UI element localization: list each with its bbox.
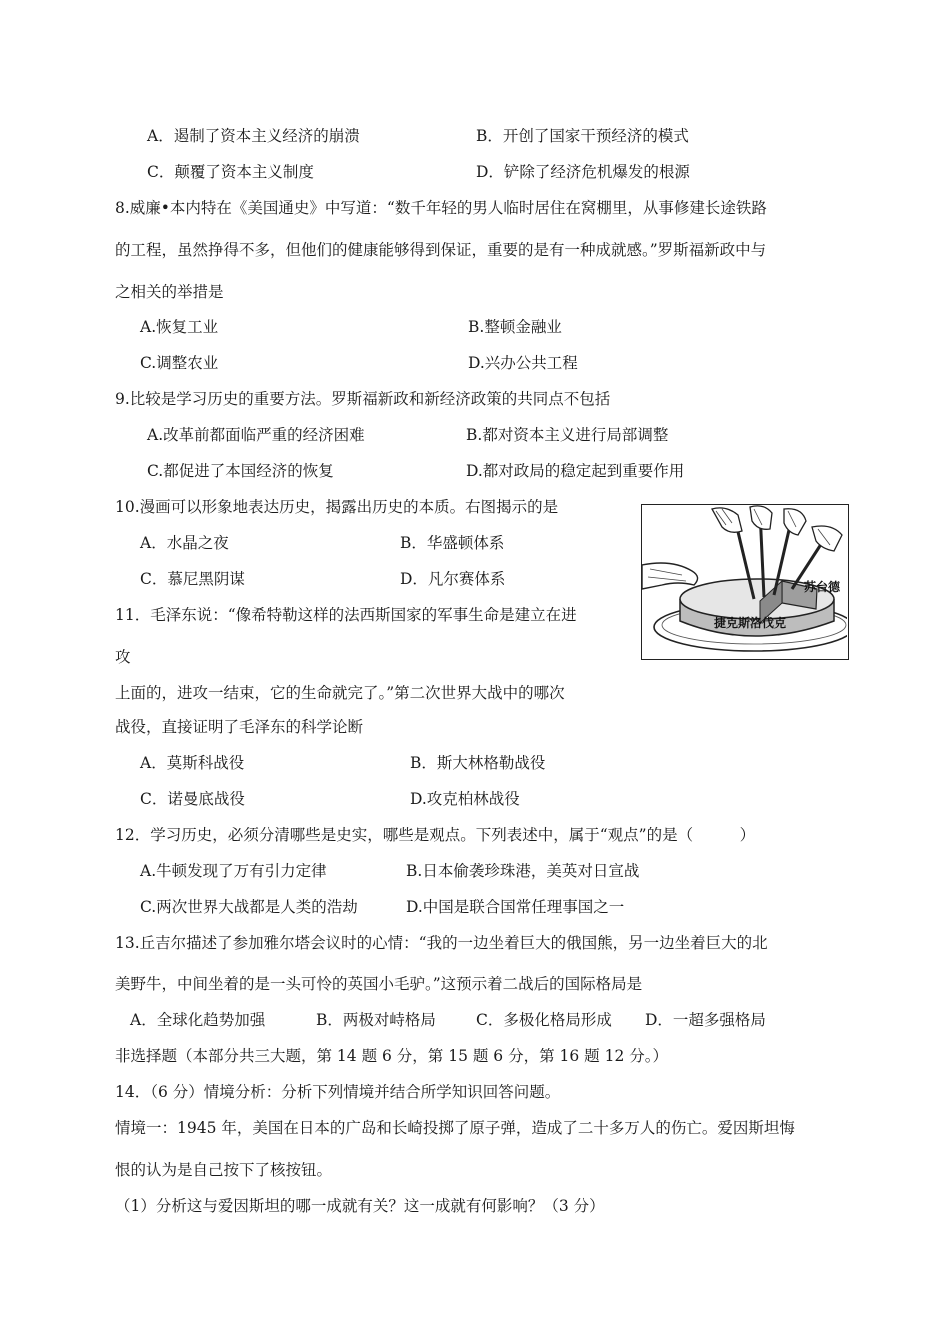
- q11-option-d: D.攻克柏林战役: [410, 790, 520, 808]
- q8-option-c: C.调整农业: [140, 354, 219, 372]
- q14-scenario-line-2: 恨的认为是自己按下了核按钮。: [115, 1161, 333, 1179]
- q12-stem: 12．学习历史，必须分清哪些是史实，哪些是观点。下列表述中，属于“观点”的是（ ）: [115, 826, 756, 844]
- q13-stem-line-1: 13.丘吉尔描述了参加雅尔塔会议时的心情：“我的一边坐着巨大的俄国熊，另一边坐着巨大的北: [115, 934, 768, 952]
- q8-stem-line-3: 之相关的举措是: [115, 283, 224, 301]
- q7-option-a: A．遏制了资本主义经济的崩溃: [147, 127, 360, 145]
- q7-option-c: C．颠覆了资本主义制度: [147, 163, 314, 181]
- q8-option-b: B.整顿金融业: [468, 318, 562, 336]
- q11-stem-line-1: 11．毛泽东说：“像希特勒这样的法西斯国家的军事生命是建立在进: [115, 606, 577, 624]
- q13-option-d: D．一超多强格局: [645, 1011, 766, 1029]
- q9-option-b: B.都对资本主义进行局部调整: [466, 426, 669, 444]
- q12-option-b: B.日本偷袭珍珠港，美英对日宣战: [406, 862, 640, 880]
- q9-stem: 9.比较是学习历史的重要方法。罗斯福新政和新经济政策的共同点不包括: [115, 390, 611, 408]
- q10-stem: 10.漫画可以形象地表达历史，揭露出历史的本质。右图揭示的是: [115, 498, 559, 516]
- section-heading: 非选择题（本部分共三大题，第 14 题 6 分，第 15 题 6 分，第 16 题 12 分。）: [115, 1047, 668, 1065]
- q8-option-d: D.兴办公共工程: [468, 354, 578, 372]
- q10-option-a: A．水晶之夜: [140, 534, 229, 552]
- q12-option-a: A.牛顿发现了万有引力定律: [140, 862, 327, 880]
- q8-option-a: A.恢复工业: [140, 318, 219, 336]
- q10-option-d: D．凡尔赛体系: [400, 570, 506, 588]
- q11-option-b: B．斯大林格勒战役: [410, 754, 546, 772]
- q13-stem-line-2: 美野牛，中间坐着的是一头可怜的英国小毛驴。”这预示着二战后的国际格局是: [115, 975, 643, 993]
- q9-option-c: C.都促进了本国经济的恢复: [147, 462, 334, 480]
- cartoon-label-sudetenland: 苏台德: [804, 580, 841, 594]
- cartoon-image: [641, 504, 849, 660]
- q10-option-c: C．慕尼黑阴谋: [140, 570, 245, 588]
- q11-stem-line-3: 上面的，进攻一结束，它的生命就完了。”第二次世界大战中的哪次: [115, 684, 565, 702]
- q7-option-d: D．铲除了经济危机爆发的根源: [476, 163, 690, 181]
- q8-stem-line-2: 的工程，虽然挣得不多，但他们的健康能够得到保证，重要的是有一种成就感。”罗斯福新政中与: [115, 241, 767, 259]
- q14-subquestion-1: （1）分析这与爱因斯坦的哪一成就有关？这一成就有何影响？（3 分）: [115, 1197, 605, 1215]
- q9-option-a: A.改革前都面临严重的经济困难: [147, 426, 365, 444]
- q13-option-a: A．全球化趋势加强: [130, 1011, 266, 1029]
- q13-option-b: B．两极对峙格局: [316, 1011, 436, 1029]
- q13-option-c: C．多极化格局形成: [476, 1011, 612, 1029]
- q12-option-d: D.中国是联合国常任理事国之一: [406, 898, 625, 916]
- q11-stem-line-2: 攻: [115, 648, 131, 666]
- q11-stem-line-4: 战役，直接证明了毛泽东的科学论断: [115, 718, 364, 736]
- q7-option-b: B．开创了国家干预经济的模式: [476, 127, 689, 145]
- q11-option-a: A．莫斯科战役: [140, 754, 245, 772]
- cartoon-label-czechoslovakia: 捷克斯洛伐克: [714, 616, 787, 630]
- q10-option-b: B．华盛顿体系: [400, 534, 505, 552]
- q11-option-c: C．诺曼底战役: [140, 790, 245, 808]
- cartoon-drawing: [642, 505, 847, 658]
- q14-stem: 14．（6 分）情境分析：分析下列情境并结合所学知识回答问题。: [115, 1083, 561, 1101]
- q14-scenario-line-1: 情境一：1945 年，美国在日本的广岛和长崎投掷了原子弹，造成了二十多万人的伤亡。爱因斯坦悔: [115, 1119, 795, 1137]
- q8-stem-line-1: 8.威廉•本内特在《美国通史》中写道：“数千年轻的男人临时居住在窝棚里，从事修建长途铁路: [115, 199, 767, 217]
- q12-option-c: C.两次世界大战都是人类的浩劫: [140, 898, 358, 916]
- q9-option-d: D.都对政局的稳定起到重要作用: [466, 462, 685, 480]
